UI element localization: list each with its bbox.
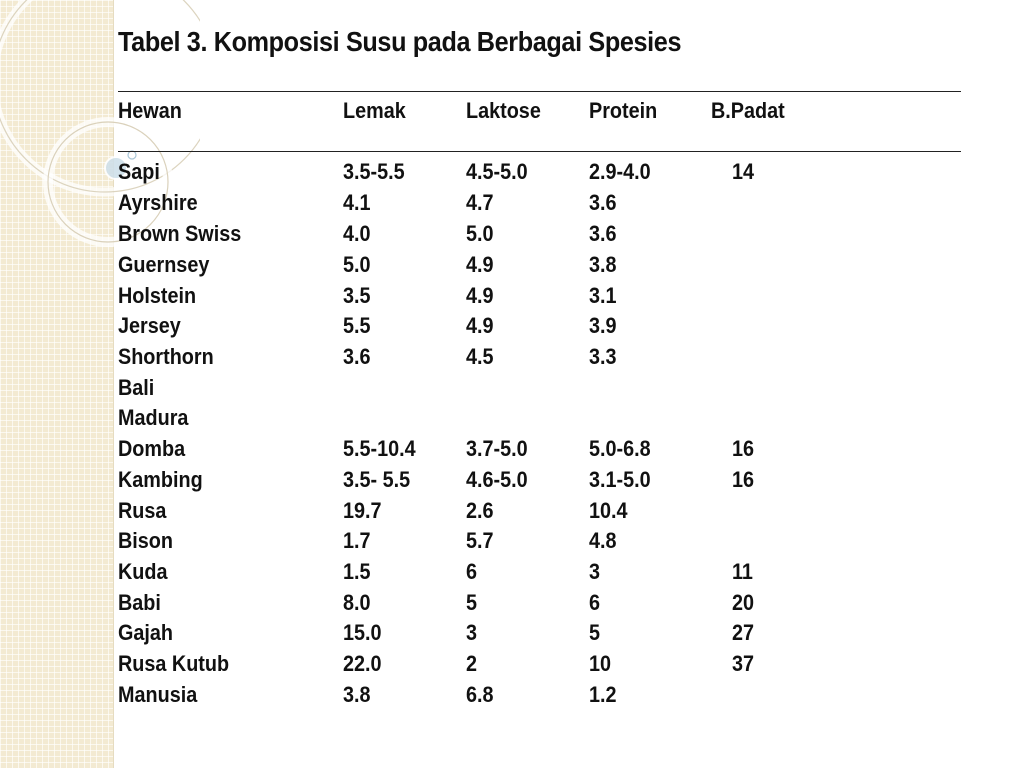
cell-hewan: Madura bbox=[118, 405, 189, 430]
cell-protein: 3.6 bbox=[589, 221, 617, 246]
cell-bpadat: 37 bbox=[732, 651, 755, 676]
cell-laktose: 4.9 bbox=[466, 313, 494, 338]
cell-hewan: Shorthorn bbox=[118, 344, 214, 369]
cell-protein: 3.1 bbox=[589, 283, 617, 308]
table-row bbox=[118, 311, 961, 341]
slide-title: Tabel 3. Komposisi Susu pada Berbagai Spesies bbox=[118, 26, 682, 57]
cell-hewan: Rusa bbox=[118, 498, 167, 523]
cell-protein: 2.9-4.0 bbox=[589, 159, 651, 184]
cell-lemak: 1.5 bbox=[343, 559, 371, 584]
table-row bbox=[118, 496, 961, 526]
cell-bpadat: 16 bbox=[732, 467, 755, 492]
cell-protein: 1.2 bbox=[589, 682, 617, 707]
table-row bbox=[118, 526, 961, 556]
cell-hewan: Rusa Kutub bbox=[118, 651, 230, 676]
cell-hewan: Guernsey bbox=[118, 252, 210, 277]
table-row bbox=[118, 219, 961, 249]
cell-lemak: 5.5 bbox=[343, 313, 371, 338]
cell-lemak: 4.1 bbox=[343, 190, 371, 215]
cell-hewan: Holstein bbox=[118, 283, 197, 308]
table-row bbox=[118, 250, 961, 280]
cell-laktose: 5 bbox=[466, 590, 478, 615]
table-top-rule bbox=[118, 91, 961, 92]
cell-laktose: 3 bbox=[466, 620, 478, 645]
table-header-rule bbox=[118, 151, 961, 152]
cell-bpadat: 27 bbox=[732, 620, 755, 645]
cell-lemak: 15.0 bbox=[343, 620, 382, 645]
header-hewan: Hewan bbox=[118, 98, 182, 123]
table-header-row bbox=[118, 96, 961, 126]
cell-lemak: 3.5- 5.5 bbox=[343, 467, 411, 492]
cell-hewan: Bali bbox=[118, 375, 155, 400]
cell-bpadat: 11 bbox=[732, 559, 753, 584]
cell-lemak: 5.5-10.4 bbox=[343, 436, 416, 461]
cell-lemak: 4.0 bbox=[343, 221, 371, 246]
table-row bbox=[118, 680, 961, 710]
cell-lemak: 19.7 bbox=[343, 498, 382, 523]
cell-protein: 6 bbox=[589, 590, 601, 615]
header-laktose: Laktose bbox=[466, 98, 541, 123]
table-row bbox=[118, 557, 961, 587]
cell-laktose: 3.7-5.0 bbox=[466, 436, 528, 461]
cell-bpadat: 20 bbox=[732, 590, 755, 615]
cell-protein: 3 bbox=[589, 559, 601, 584]
table-row bbox=[118, 157, 961, 187]
cell-protein: 10.4 bbox=[589, 498, 628, 523]
cell-laktose: 6 bbox=[466, 559, 478, 584]
cell-lemak: 8.0 bbox=[343, 590, 371, 615]
cell-lemak: 3.5-5.5 bbox=[343, 159, 405, 184]
header-lemak: Lemak bbox=[343, 98, 406, 123]
table-row bbox=[118, 188, 961, 218]
cell-protein: 5.0-6.8 bbox=[589, 436, 651, 461]
cell-hewan: Bison bbox=[118, 528, 174, 553]
cell-hewan: Manusia bbox=[118, 682, 198, 707]
cell-hewan: Jersey bbox=[118, 313, 181, 338]
header-bpadat: B.Padat bbox=[711, 98, 785, 123]
table-row bbox=[118, 465, 961, 495]
cell-bpadat: 14 bbox=[732, 159, 755, 184]
cell-lemak: 3.6 bbox=[343, 344, 371, 369]
cell-protein: 3.1-5.0 bbox=[589, 467, 651, 492]
cell-laktose: 4.9 bbox=[466, 252, 494, 277]
cell-laktose: 6.8 bbox=[466, 682, 494, 707]
cell-laktose: 5.7 bbox=[466, 528, 494, 553]
cell-lemak: 1.7 bbox=[343, 528, 371, 553]
cell-laktose: 5.0 bbox=[466, 221, 494, 246]
table-row bbox=[118, 434, 961, 464]
table-row bbox=[118, 373, 961, 403]
cell-lemak: 5.0 bbox=[343, 252, 371, 277]
cell-protein: 3.3 bbox=[589, 344, 617, 369]
cell-protein: 4.8 bbox=[589, 528, 617, 553]
cell-laktose: 4.5 bbox=[466, 344, 494, 369]
table-row bbox=[118, 342, 961, 372]
cell-protein: 10 bbox=[589, 651, 612, 676]
cell-laktose: 4.9 bbox=[466, 283, 494, 308]
cell-hewan: Gajah bbox=[118, 620, 174, 645]
table-row bbox=[118, 588, 961, 618]
table-row bbox=[118, 281, 961, 311]
cell-protein: 5 bbox=[589, 620, 601, 645]
cell-laktose: 2.6 bbox=[466, 498, 494, 523]
cell-laktose: 4.7 bbox=[466, 190, 494, 215]
cell-hewan: Sapi bbox=[118, 159, 160, 184]
cell-lemak: 3.5 bbox=[343, 283, 371, 308]
cell-lemak: 22.0 bbox=[343, 651, 382, 676]
cell-hewan: Brown Swiss bbox=[118, 221, 242, 246]
header-protein: Protein bbox=[589, 98, 658, 123]
cell-bpadat: 16 bbox=[732, 436, 755, 461]
cell-laktose: 4.5-5.0 bbox=[466, 159, 528, 184]
cell-hewan: Kuda bbox=[118, 559, 168, 584]
table-row bbox=[118, 618, 961, 648]
table-row bbox=[118, 649, 961, 679]
cell-laktose: 4.6-5.0 bbox=[466, 467, 528, 492]
cell-laktose: 2 bbox=[466, 651, 478, 676]
cell-hewan: Babi bbox=[118, 590, 161, 615]
cell-protein: 3.8 bbox=[589, 252, 617, 277]
cell-protein: 3.6 bbox=[589, 190, 617, 215]
cell-hewan: Domba bbox=[118, 436, 186, 461]
cell-hewan: Kambing bbox=[118, 467, 203, 492]
cell-lemak: 3.8 bbox=[343, 682, 371, 707]
cell-protein: 3.9 bbox=[589, 313, 617, 338]
cell-hewan: Ayrshire bbox=[118, 190, 198, 215]
table-row bbox=[118, 403, 961, 433]
